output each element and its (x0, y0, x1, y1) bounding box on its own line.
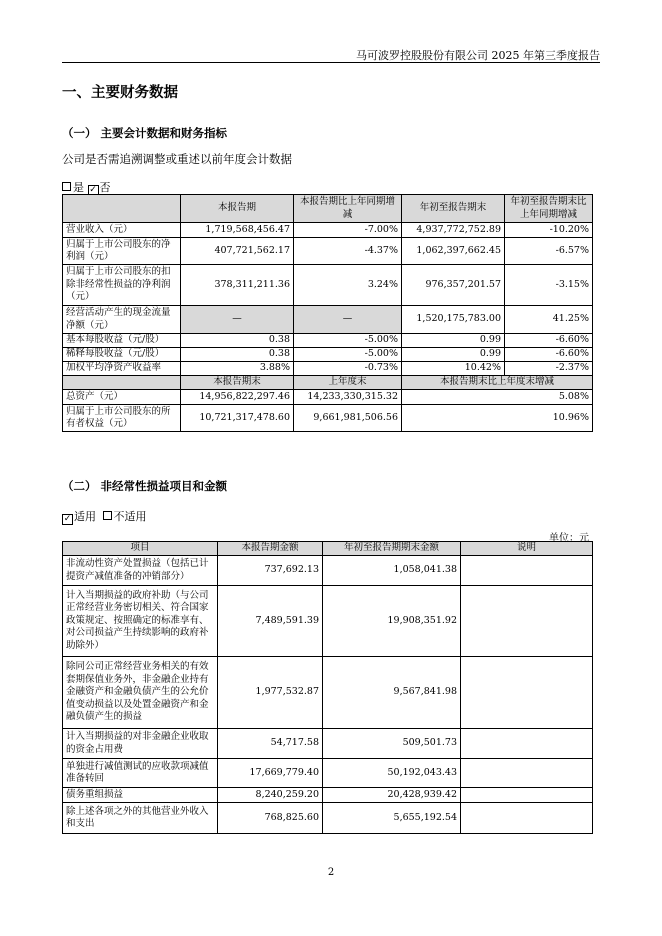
cell-value: -6.60% (505, 348, 593, 362)
cell-value: 17,669,779.40 (218, 759, 323, 788)
cell-value: -3.15% (505, 265, 593, 306)
table-row (63, 306, 593, 334)
subsection-title-1: （一） 主要会计数据和财务指标 (62, 126, 228, 140)
cell-note (461, 556, 593, 586)
cell-value: -4.37% (294, 238, 402, 265)
row-label: 基本每股收益（元/股） (63, 334, 181, 348)
header-divider (62, 62, 600, 63)
cell-value: 14,956,822,297.46 (181, 390, 294, 405)
table-row (63, 348, 593, 362)
column-header: 年初至报告期末 (402, 195, 505, 223)
column-header: 上年度末 (294, 376, 402, 390)
table-row (63, 556, 593, 586)
option-yes-label: 是 (73, 181, 84, 194)
cell-value: -6.57% (505, 238, 593, 265)
table-header-row (63, 195, 593, 223)
row-label: 归属于上市公司股东的扣除非经常性损益的净利润（元） (63, 265, 181, 306)
cell-value: 10.96% (402, 405, 593, 432)
column-header: 本报告期末比上年度末增减 (402, 376, 593, 390)
cell-value: — (181, 306, 294, 334)
option-no-label: 否 (99, 181, 111, 194)
cell-value: 5.08% (402, 390, 593, 405)
cell-value: -10.20% (505, 223, 593, 238)
cell-value: 509,501.73 (323, 729, 461, 759)
cell-value: -7.00% (294, 223, 402, 238)
column-header: 年初至报告期末比上年同期增减 (505, 195, 593, 223)
table-row (63, 223, 593, 238)
checkbox-no-checked[interactable]: ✓ (89, 185, 97, 195)
row-label: 计入当期损益的对非金融企业收取的资金占用费 (63, 729, 218, 759)
row-label: 归属于上市公司股东的净利润（元） (63, 238, 181, 265)
cell-value: 1,719,568,456.47 (181, 223, 294, 238)
restatement-options (62, 179, 111, 195)
non-recurring-items-table (62, 541, 593, 834)
option-na-label: 不适用 (113, 510, 147, 523)
report-header: 马可波罗控股股份有限公司 2025 年第三季度报告 (356, 49, 600, 62)
cell-value: 0.38 (181, 334, 294, 348)
cell-value: -2.37% (505, 362, 593, 376)
cell-value: — (294, 306, 402, 334)
column-header: 项目 (63, 542, 218, 556)
cell-value: 1,520,175,783.00 (402, 306, 505, 334)
column-header: 年初至报告期期末金额 (323, 542, 461, 556)
option-apply-label: 适用 (74, 510, 96, 523)
cell-value: 50,192,043.43 (323, 759, 461, 788)
cell-value: 1,977,532.87 (218, 657, 323, 729)
cell-note (461, 803, 593, 834)
row-label: 除同公司正常经营业务相关的有效套期保值业务外，非金融企业持有金融资产和金融负债产生的公允价值变动损益以及处置金融资产和金融负债产生的损益 (63, 657, 218, 729)
column-header: 本报告期末 (181, 376, 294, 390)
cell-value: 4,937,772,752.89 (402, 223, 505, 238)
section-title: 一、主要财务数据 (62, 85, 178, 101)
cell-note (461, 657, 593, 729)
table-row (63, 657, 593, 729)
cell-value: 976,357,201.57 (402, 265, 505, 306)
row-label: 非流动性资产处置损益（包括已计提资产减值准备的冲销部分） (63, 556, 218, 586)
cell-value: 10.42% (402, 362, 505, 376)
cell-note (461, 586, 593, 657)
header-blank (63, 376, 181, 390)
row-label: 计入当期损益的政府补助（与公司正常经营业务密切相关、符合国家政策规定、按照确定的标准享有、对公司损益产生持续影响的政府补助除外） (63, 586, 218, 657)
cell-value: 5,655,192.54 (323, 803, 461, 834)
cell-value: 0.38 (181, 348, 294, 362)
cell-note (461, 729, 593, 759)
row-label: 总资产（元） (63, 390, 181, 405)
table-header-row (63, 376, 593, 390)
row-label: 债务重组损益 (63, 788, 218, 803)
table-row (63, 803, 593, 834)
cell-value: 9,567,841.98 (323, 657, 461, 729)
applicability-options (62, 508, 147, 524)
cell-value: 41.25% (505, 306, 593, 334)
row-label: 加权平均净资产收益率 (63, 362, 181, 376)
table-row (63, 390, 593, 405)
cell-value: -0.73% (294, 362, 402, 376)
table-row (63, 265, 593, 306)
cell-value: 19,908,351.92 (323, 586, 461, 657)
table-header-row (63, 542, 593, 556)
cell-value: 3.88% (181, 362, 294, 376)
cell-value: -6.60% (505, 334, 593, 348)
cell-note (461, 759, 593, 788)
column-header: 说明 (461, 542, 593, 556)
row-label: 除上述各项之外的其他营业外收入和支出 (63, 803, 218, 834)
header-blank (63, 195, 181, 223)
restatement-question: 公司是否需追溯调整或重述以前年度会计数据 (62, 152, 292, 166)
column-header: 本报告期比上年同期增减 (294, 195, 402, 223)
cell-value: 9,661,981,506.56 (294, 405, 402, 432)
table-row (63, 788, 593, 803)
cell-value: 768,825.60 (218, 803, 323, 834)
cell-value: 737,692.13 (218, 556, 323, 586)
cell-value: 54,717.58 (218, 729, 323, 759)
table-row (63, 334, 593, 348)
cell-value: 7,489,591.39 (218, 586, 323, 657)
table-row (63, 362, 593, 376)
row-label: 经营活动产生的现金流量净额（元） (63, 306, 181, 334)
table-row (63, 586, 593, 657)
column-header: 本报告期 (181, 195, 294, 223)
cell-value: 1,058,041.38 (323, 556, 461, 586)
cell-value: -5.00% (294, 334, 402, 348)
cell-value: 407,721,562.17 (181, 238, 294, 265)
row-label: 营业收入（元） (63, 223, 181, 238)
cell-value: 0.99 (402, 348, 505, 362)
cell-value: 1,062,397,662.45 (402, 238, 505, 265)
column-header: 本报告期金额 (218, 542, 323, 556)
subsection-title-2: （二） 非经常性损益项目和金额 (62, 479, 228, 493)
cell-value: 8,240,259.20 (218, 788, 323, 803)
page-number: 2 (327, 867, 335, 878)
cell-value: 20,428,939.42 (323, 788, 461, 803)
table-row (63, 405, 593, 432)
table-row (63, 729, 593, 759)
row-label: 稀释每股收益（元/股） (63, 348, 181, 362)
checkbox-na[interactable] (103, 511, 112, 520)
table-row (63, 238, 593, 265)
cell-value: 10,721,317,478.60 (181, 405, 294, 432)
cell-note (461, 788, 593, 803)
cell-value: 378,311,211.36 (181, 265, 294, 306)
cell-value: -5.00% (294, 348, 402, 362)
checkbox-apply-checked[interactable]: ✓ (63, 514, 72, 524)
cell-value: 3.24% (294, 265, 402, 306)
table-row (63, 759, 593, 788)
cell-value: 14,233,330,315.32 (294, 390, 402, 405)
financial-data-table (62, 194, 593, 432)
checkbox-yes[interactable] (62, 182, 71, 191)
row-label: 单独进行减值测试的应收款项减值准备转回 (63, 759, 218, 788)
row-label: 归属于上市公司股东的所有者权益（元） (63, 405, 181, 432)
unit-label: 单位：元 (549, 533, 589, 544)
cell-value: 0.99 (402, 334, 505, 348)
